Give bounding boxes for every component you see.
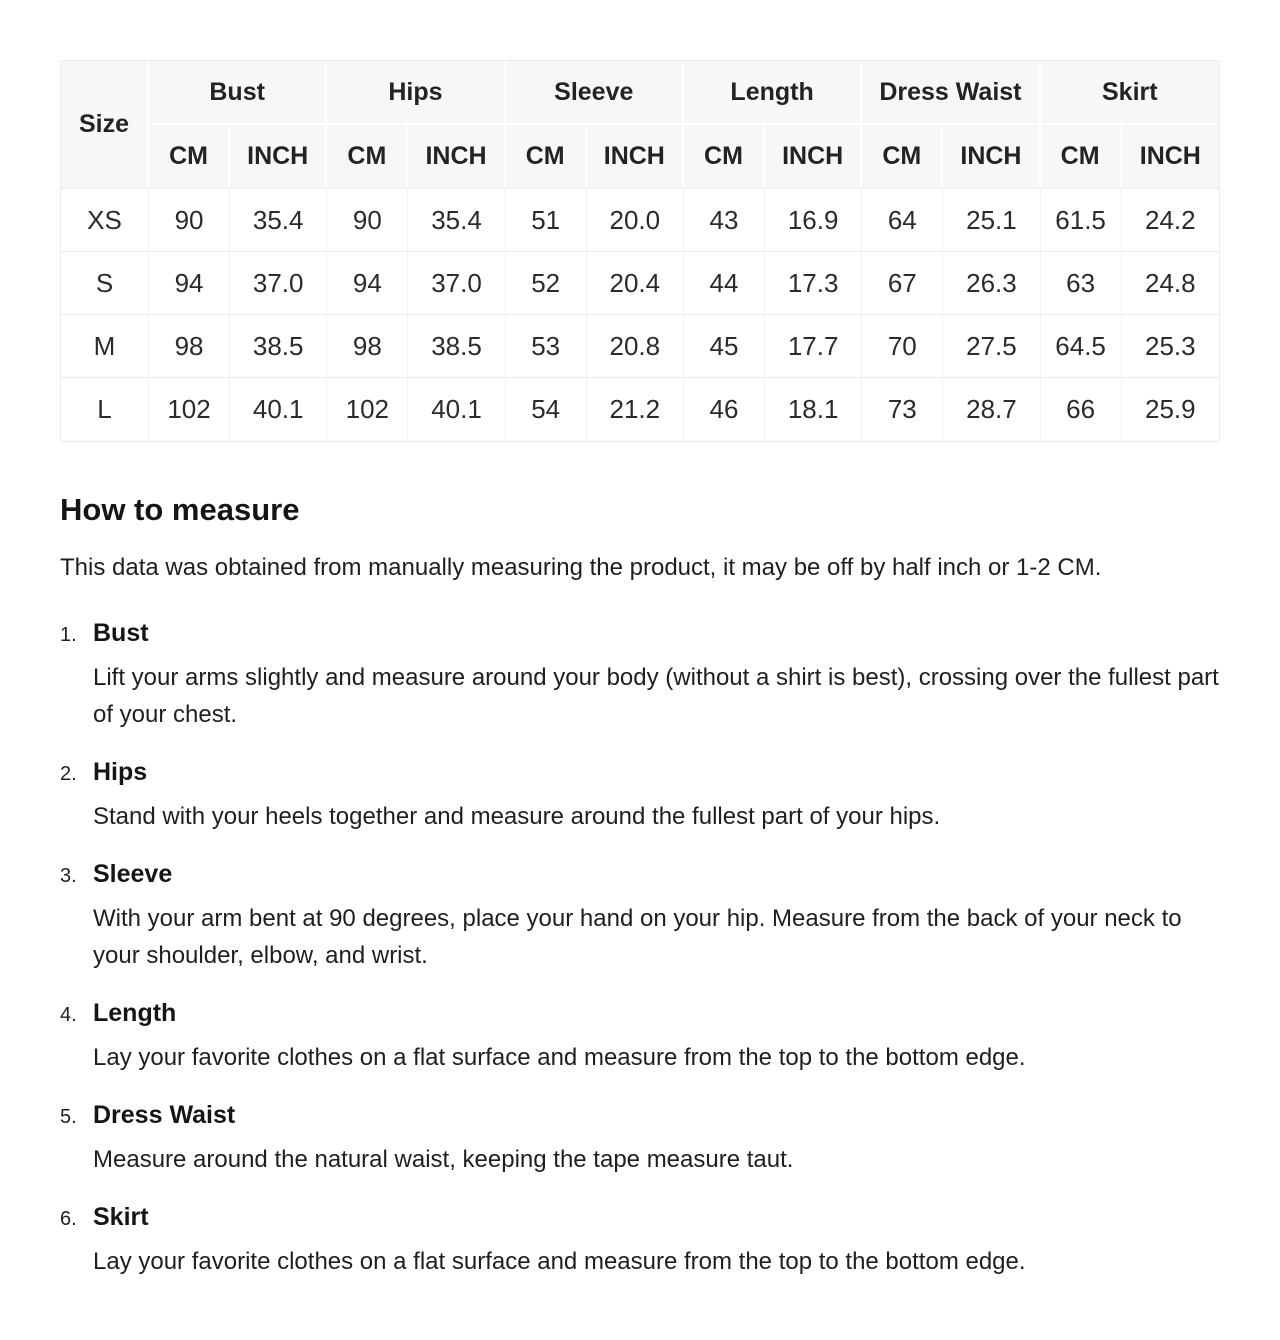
how-to-measure-section xyxy=(60,492,1220,1280)
value-cell: 24.8 xyxy=(1122,252,1219,315)
size-cell: L xyxy=(61,378,149,441)
item-description: Lay your favorite clothes on a flat surface and measure from the top to the bottom edge. xyxy=(93,1248,1026,1275)
value-cell: 25.9 xyxy=(1122,378,1219,441)
item-number: 1. xyxy=(60,624,77,646)
unit-header-inch: INCH xyxy=(230,125,327,189)
unit-header-cm: CM xyxy=(862,125,943,189)
table-row-l xyxy=(61,378,1219,441)
value-cell: 24.2 xyxy=(1122,189,1219,252)
value-cell: 43 xyxy=(684,189,765,252)
value-cell: 73 xyxy=(862,378,943,441)
item-term: Hips xyxy=(93,758,148,786)
unit-header-cm: CM xyxy=(1041,125,1122,189)
size-cell: S xyxy=(61,252,149,315)
value-cell: 90 xyxy=(149,189,230,252)
unit-header-inch: INCH xyxy=(1122,125,1219,189)
item-term: Sleeve xyxy=(93,860,173,888)
size-cell: XS xyxy=(61,189,149,252)
header-row-units xyxy=(61,125,1219,189)
value-cell: 52 xyxy=(506,252,587,315)
item-term: Dress Waist xyxy=(93,1101,236,1129)
value-cell: 26.3 xyxy=(943,252,1040,315)
item-head xyxy=(60,1101,1220,1130)
value-cell: 25.3 xyxy=(1122,315,1219,378)
item-number: 5. xyxy=(60,1106,77,1128)
value-cell: 90 xyxy=(327,189,408,252)
value-cell: 37.0 xyxy=(408,252,505,315)
value-cell: 61.5 xyxy=(1041,189,1122,252)
item-description: Measure around the natural waist, keeping the tape measure taut. xyxy=(93,1146,794,1173)
value-cell: 54 xyxy=(506,378,587,441)
value-cell: 102 xyxy=(149,378,230,441)
size-cell: M xyxy=(61,315,149,378)
value-cell: 53 xyxy=(506,315,587,378)
measure-item-dress-waist xyxy=(60,1101,1220,1178)
value-cell: 18.1 xyxy=(765,378,862,441)
value-cell: 20.4 xyxy=(587,252,684,315)
unit-header-cm: CM xyxy=(684,125,765,189)
value-cell: 21.2 xyxy=(587,378,684,441)
value-cell: 66 xyxy=(1041,378,1122,441)
unit-header-cm: CM xyxy=(506,125,587,189)
value-cell: 63 xyxy=(1041,252,1122,315)
item-number: 6. xyxy=(60,1208,77,1230)
value-cell: 102 xyxy=(327,378,408,441)
column-header-dress-waist: Dress Waist xyxy=(862,61,1040,125)
column-header-sleeve: Sleeve xyxy=(506,61,684,125)
value-cell: 44 xyxy=(684,252,765,315)
item-description: With your arm bent at 90 degrees, place your hand on your hip. Measure from the back of your neck to your shoulder, elbow, and wrist. xyxy=(93,905,1182,969)
item-description: Stand with your heels together and measure around the fullest part of your hips. xyxy=(93,803,941,830)
value-cell: 98 xyxy=(149,315,230,378)
value-cell: 46 xyxy=(684,378,765,441)
unit-header-inch: INCH xyxy=(765,125,862,189)
measure-item-sleeve xyxy=(60,860,1220,974)
unit-header-inch: INCH xyxy=(943,125,1040,189)
value-cell: 98 xyxy=(327,315,408,378)
unit-header-cm: CM xyxy=(327,125,408,189)
value-cell: 28.7 xyxy=(943,378,1040,441)
item-number: 2. xyxy=(60,763,77,785)
value-cell: 27.5 xyxy=(943,315,1040,378)
intro-text: This data was obtained from manually measuring the product, it may be off by half inch or 1-2 CM. xyxy=(60,554,1102,581)
value-cell: 51 xyxy=(506,189,587,252)
header-row-groups xyxy=(61,61,1219,125)
value-cell: 20.8 xyxy=(587,315,684,378)
unit-header-inch: INCH xyxy=(408,125,505,189)
measure-item-bust xyxy=(60,619,1220,733)
measure-item-skirt xyxy=(60,1203,1220,1280)
value-cell: 64 xyxy=(862,189,943,252)
item-number: 4. xyxy=(60,1004,77,1026)
value-cell: 40.1 xyxy=(230,378,327,441)
column-header-length: Length xyxy=(684,61,862,125)
item-term: Length xyxy=(93,999,177,1027)
value-cell: 17.3 xyxy=(765,252,862,315)
column-header-size: Size xyxy=(61,61,149,189)
value-cell: 38.5 xyxy=(230,315,327,378)
item-head xyxy=(60,619,1220,648)
value-cell: 64.5 xyxy=(1041,315,1122,378)
item-head xyxy=(60,1203,1220,1232)
column-header-bust: Bust xyxy=(149,61,327,125)
item-description: Lift your arms slightly and measure around your body (without a shirt is best), crossing over the fullest part of your chest. xyxy=(93,664,1219,728)
unit-header-cm: CM xyxy=(149,125,230,189)
unit-header-inch: INCH xyxy=(587,125,684,189)
item-term: Skirt xyxy=(93,1203,149,1231)
size-chart-table xyxy=(60,60,1220,442)
value-cell: 35.4 xyxy=(408,189,505,252)
table-row-xs xyxy=(61,189,1219,252)
section-title: How to measure xyxy=(60,492,300,527)
value-cell: 17.7 xyxy=(765,315,862,378)
value-cell: 40.1 xyxy=(408,378,505,441)
item-head xyxy=(60,860,1220,889)
item-number: 3. xyxy=(60,865,77,887)
value-cell: 35.4 xyxy=(230,189,327,252)
item-head xyxy=(60,758,1220,787)
value-cell: 67 xyxy=(862,252,943,315)
value-cell: 70 xyxy=(862,315,943,378)
measure-item-length xyxy=(60,999,1220,1076)
table-row-s xyxy=(61,252,1219,315)
value-cell: 16.9 xyxy=(765,189,862,252)
column-header-skirt: Skirt xyxy=(1041,61,1219,125)
measure-list xyxy=(60,619,1220,1280)
value-cell: 25.1 xyxy=(943,189,1040,252)
value-cell: 37.0 xyxy=(230,252,327,315)
value-cell: 38.5 xyxy=(408,315,505,378)
value-cell: 20.0 xyxy=(587,189,684,252)
item-head xyxy=(60,999,1220,1028)
value-cell: 45 xyxy=(684,315,765,378)
value-cell: 94 xyxy=(327,252,408,315)
measure-item-hips xyxy=(60,758,1220,835)
column-header-hips: Hips xyxy=(327,61,505,125)
table-row-m xyxy=(61,315,1219,378)
value-cell: 94 xyxy=(149,252,230,315)
item-term: Bust xyxy=(93,619,149,647)
item-description: Lay your favorite clothes on a flat surface and measure from the top to the bottom edge. xyxy=(93,1044,1026,1071)
